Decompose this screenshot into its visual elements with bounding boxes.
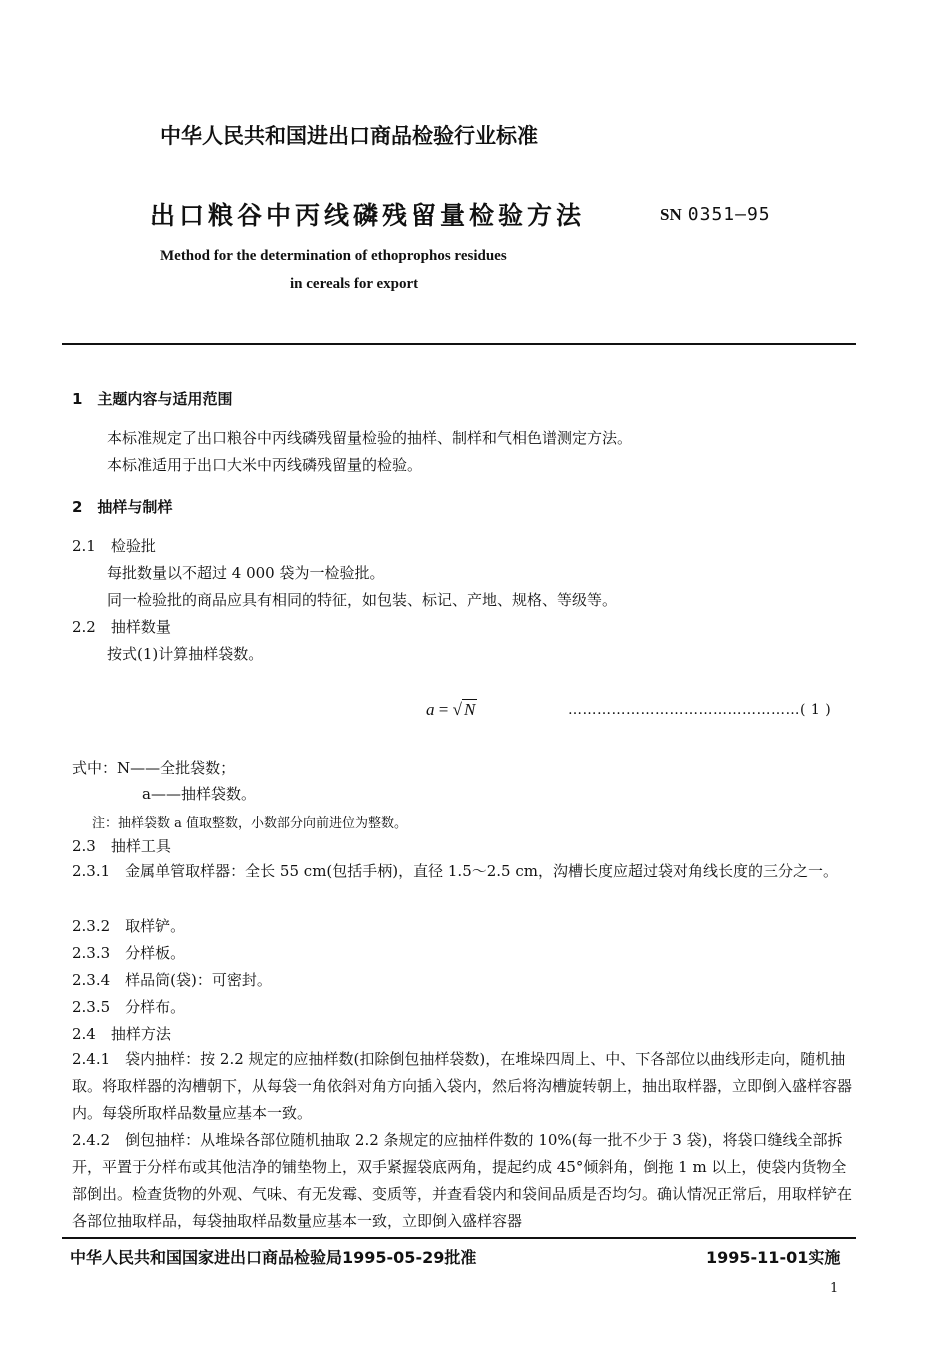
section-2-3-1: 2.3.1 金属单管取样器：全长 55 cm(包括手柄)，直径 1.5～2.5 cm，沟槽长度应超过袋对角线长度的三分之一。	[72, 862, 838, 880]
formula-equals: =	[438, 700, 449, 719]
section-2-1-paragraph-1: 每批数量以不超过 4 000 袋为一检验批。	[107, 564, 385, 582]
section-2-3-4: 2.3.4 样品筒(袋)：可密封。	[72, 971, 272, 989]
approval-line: 中华人民共和国国家进出口商品检验局1995-05-29批准	[70, 1248, 477, 1267]
formula-leader-dots: …………………………………………	[568, 702, 800, 718]
standard-code-prefix: SN	[660, 205, 682, 224]
implementation-date: 1995-11-01实施	[706, 1248, 841, 1267]
section-1-paragraph-1: 本标准规定了出口粮谷中丙线磷残留量检验的抽样、制样和气相色谱测定方法。	[107, 429, 633, 447]
section-2-1-paragraph-2: 同一检验批的商品应具有相同的特征，如包装、标记、产地、规格、等级等。	[107, 591, 618, 609]
section-2-1-heading: 2.1 检验批	[72, 537, 156, 555]
where-line-2: a——抽样袋数。	[142, 785, 256, 803]
header-divider	[62, 343, 856, 345]
english-title-line-1: Method for the determination of ethoprophos residues	[160, 248, 507, 264]
formula-variable: N	[463, 700, 476, 719]
section-2-3-heading: 2.3 抽样工具	[72, 837, 171, 855]
section-2-2-heading: 2.2 抽样数量	[72, 618, 171, 636]
formula-1	[426, 700, 477, 720]
where-line-1: 式中：N——全批袋数；	[72, 759, 236, 777]
formula-index: ( 1 )	[800, 702, 832, 718]
note: 注：抽样袋数 a 值取整数，小数部分向前进位为整数。	[92, 816, 408, 831]
standard-organization: 中华人民共和国进出口商品检验行业标准	[160, 124, 538, 148]
section-2-4-heading: 2.4 抽样方法	[72, 1025, 171, 1043]
standard-code	[660, 203, 771, 225]
section-1-paragraph-2: 本标准适用于出口大米中丙线磷残留量的检验。	[107, 456, 423, 474]
section-1-heading: 1 主题内容与适用范围	[72, 390, 233, 408]
standard-code-number: 0351—95	[687, 204, 771, 225]
section-2-4-2: 2.4.2 倒包抽样：从堆垛各部位随机抽取 2.2 条规定的应抽样件数的 10%(每一批不少于 3 袋)，将袋口缝线全部拆开，平置于分样布或其他洁净的铺垫物上，双手紧握袋底两角，提起约成 45°倾斜角，倒拖 1 m 以上，使袋内货物全部倒出。检查货物的外观、气味、有无发霉、变质等，并查看袋内和袋间品质是否均匀。确认情况正常后，用取样铲在各部位抽取样品，每袋抽取样品数量应基本一致，立即倒入盛样容器	[72, 1131, 853, 1230]
section-2-3-3: 2.3.3 分样板。	[72, 944, 186, 962]
section-2-2-paragraph-1: 按式(1)计算抽样袋数。	[107, 645, 264, 663]
formula-number	[568, 702, 831, 718]
section-2-3-2: 2.3.2 取样铲。	[72, 917, 186, 935]
section-2-4-1: 2.4.1 袋内抽样：按 2.2 规定的应抽样数(扣除倒包抽样袋数)，在堆垛四周上、中、下各部位以曲线形走向，随机抽取。将取样器的沟槽朝下，从每袋一角依斜对角方向插入袋内，然后将沟槽旋转朝上，抽出取样器，立即倒入盛样容器内。每袋所取样品数量应基本一致。	[72, 1050, 853, 1122]
english-title-line-2: in cereals for export	[290, 276, 419, 292]
formula-lhs: a	[426, 700, 435, 719]
section-2-3-5: 2.3.5 分样布。	[72, 998, 186, 1016]
footer-divider	[62, 1237, 856, 1239]
section-2-heading: 2 抽样与制样	[72, 498, 173, 516]
formula-sqrt-sign: √	[452, 700, 462, 719]
document-title: 出口粮谷中丙线磷残留量检验方法	[150, 201, 586, 230]
page-number: 1	[830, 1281, 839, 1296]
